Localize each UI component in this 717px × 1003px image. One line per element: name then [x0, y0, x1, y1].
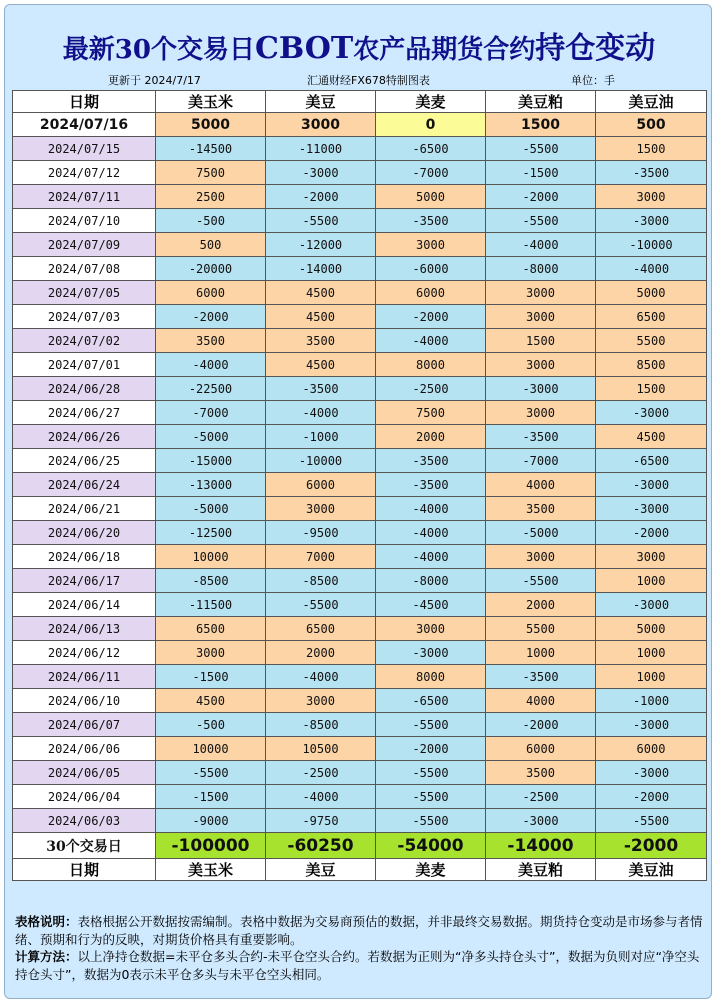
value-cell: -8000 [376, 569, 486, 593]
title-suffix: 农产品期货合约 [353, 35, 536, 65]
table-row [13, 137, 707, 161]
value-cell: -10000 [596, 233, 707, 257]
date-cell: 2024/07/15 [13, 137, 156, 161]
unit-label: 单位：手 [571, 74, 615, 87]
value-cell: 1500 [596, 137, 707, 161]
total-value: -100000 [156, 833, 266, 859]
positions-table [12, 90, 707, 881]
value-cell: -1500 [156, 665, 266, 689]
value-cell: 4000 [486, 689, 596, 713]
total-value: -14000 [486, 833, 596, 859]
value-cell: -1500 [156, 785, 266, 809]
value-cell: -7000 [156, 401, 266, 425]
value-cell: -4000 [376, 329, 486, 353]
date-cell: 2024/06/03 [13, 809, 156, 833]
value-cell: -1500 [486, 161, 596, 185]
value-cell: 4500 [596, 425, 707, 449]
value-cell: -3000 [596, 761, 707, 785]
value-cell: -3000 [376, 641, 486, 665]
value-cell: -5500 [266, 209, 376, 233]
value-cell: -5500 [596, 809, 707, 833]
value-cell: 5000 [156, 113, 266, 137]
value-cell: -11500 [156, 593, 266, 617]
calc-note [15, 948, 705, 983]
value-cell: -3500 [266, 377, 376, 401]
value-cell: -14500 [156, 137, 266, 161]
date-cell: 2024/07/02 [13, 329, 156, 353]
value-cell: -3000 [596, 497, 707, 521]
column-header: 美豆油 [596, 91, 707, 113]
value-cell: 8000 [376, 353, 486, 377]
date-cell: 2024/07/08 [13, 257, 156, 281]
value-cell: -4000 [376, 545, 486, 569]
value-cell: 500 [596, 113, 707, 137]
date-cell: 2024/06/21 [13, 497, 156, 521]
notes-section [15, 913, 705, 983]
value-cell: -3500 [376, 209, 486, 233]
value-cell: -8500 [266, 713, 376, 737]
date-cell: 2024/06/27 [13, 401, 156, 425]
value-cell: -4000 [266, 785, 376, 809]
table-row [13, 641, 707, 665]
value-cell: -3500 [596, 161, 707, 185]
value-cell: -3500 [486, 665, 596, 689]
value-cell: -2000 [596, 521, 707, 545]
source-label: 汇通财经FX678特制图表 [307, 74, 430, 87]
value-cell: 3000 [376, 233, 486, 257]
latest-row [13, 113, 707, 137]
value-cell: 2500 [156, 185, 266, 209]
note-label: 表格说明： [15, 914, 78, 929]
value-cell: 3000 [376, 617, 486, 641]
date-cell: 2024/07/11 [13, 185, 156, 209]
value-cell: -5000 [156, 425, 266, 449]
value-cell: -6500 [596, 449, 707, 473]
value-cell: -5500 [376, 809, 486, 833]
value-cell: -9000 [156, 809, 266, 833]
value-cell: 5000 [596, 617, 707, 641]
value-cell: 10000 [156, 737, 266, 761]
value-cell: -3500 [376, 473, 486, 497]
date-cell: 2024/06/12 [13, 641, 156, 665]
value-cell: 3500 [266, 329, 376, 353]
table-row [13, 809, 707, 833]
column-footer: 美豆油 [596, 859, 707, 881]
value-cell: -7000 [486, 449, 596, 473]
value-cell: 6000 [376, 281, 486, 305]
value-cell: -2000 [266, 185, 376, 209]
date-cell: 2024/06/24 [13, 473, 156, 497]
table-row [13, 569, 707, 593]
value-cell: 7500 [376, 401, 486, 425]
value-cell: 7000 [266, 545, 376, 569]
value-cell: 2000 [486, 593, 596, 617]
total-row [13, 833, 707, 859]
date-cell: 2024/06/10 [13, 689, 156, 713]
value-cell: -4000 [156, 353, 266, 377]
table-row [13, 281, 707, 305]
table-row [13, 161, 707, 185]
chart-frame [4, 4, 712, 999]
value-cell: 8500 [596, 353, 707, 377]
value-cell: -3000 [596, 473, 707, 497]
value-cell: -4000 [376, 521, 486, 545]
value-cell: -11000 [266, 137, 376, 161]
value-cell: 2000 [266, 641, 376, 665]
table-row [13, 545, 707, 569]
table-row [13, 737, 707, 761]
value-cell: -4000 [596, 257, 707, 281]
value-cell: 6500 [266, 617, 376, 641]
value-cell: 1500 [486, 329, 596, 353]
column-footer: 日期 [13, 859, 156, 881]
value-cell: -5500 [266, 593, 376, 617]
value-cell: -2000 [596, 785, 707, 809]
value-cell: -6500 [376, 689, 486, 713]
date-cell: 2024/06/11 [13, 665, 156, 689]
title-mid: 个交易日 [150, 35, 255, 65]
table-row [13, 233, 707, 257]
table-row [13, 377, 707, 401]
value-cell: 3000 [486, 281, 596, 305]
value-cell: -2000 [486, 713, 596, 737]
date-cell: 2024/06/26 [13, 425, 156, 449]
value-cell: -2000 [486, 185, 596, 209]
table-row [13, 785, 707, 809]
value-cell: -1000 [266, 425, 376, 449]
value-cell: 5000 [376, 185, 486, 209]
value-cell: -5500 [156, 761, 266, 785]
value-cell: -6000 [376, 257, 486, 281]
value-cell: -2000 [376, 737, 486, 761]
value-cell: -5500 [486, 569, 596, 593]
value-cell: -4000 [376, 497, 486, 521]
value-cell: 3000 [266, 113, 376, 137]
value-cell: -3500 [376, 449, 486, 473]
table-row [13, 713, 707, 737]
value-cell: 3000 [596, 185, 707, 209]
total-value: -60250 [266, 833, 376, 859]
page-title [5, 31, 712, 68]
updated-date: 更新于 2024/7/17 [108, 74, 201, 87]
value-cell: 5500 [596, 329, 707, 353]
date-cell: 2024/06/18 [13, 545, 156, 569]
header-row [13, 91, 707, 113]
calc-text: 以上净持仓数据=未平仓多头合约-未平仓空头合约。若数据为正则为“净多头持仓头寸”，数据为负则对应“净空头持仓头寸”，数据为0表示未平仓多头与未平仓空头相同。 [15, 949, 700, 982]
value-cell: -4000 [266, 665, 376, 689]
table-row [13, 305, 707, 329]
date-cell: 2024/06/05 [13, 761, 156, 785]
column-footer: 美豆粕 [486, 859, 596, 881]
value-cell: -9500 [266, 521, 376, 545]
value-cell: -6500 [376, 137, 486, 161]
column-header: 美豆 [266, 91, 376, 113]
value-cell: -3000 [486, 377, 596, 401]
value-cell: 4500 [156, 689, 266, 713]
column-footer: 美豆 [266, 859, 376, 881]
table-row [13, 353, 707, 377]
value-cell: -4000 [266, 401, 376, 425]
date-cell: 2024/06/20 [13, 521, 156, 545]
value-cell: 3500 [156, 329, 266, 353]
value-cell: -5500 [486, 137, 596, 161]
table-row [13, 401, 707, 425]
table-row [13, 689, 707, 713]
value-cell: 2000 [376, 425, 486, 449]
column-header: 美豆粕 [486, 91, 596, 113]
value-cell: -3000 [596, 713, 707, 737]
value-cell: 1000 [596, 641, 707, 665]
value-cell: -20000 [156, 257, 266, 281]
value-cell: 4500 [266, 353, 376, 377]
date-cell: 2024/06/04 [13, 785, 156, 809]
date-cell: 2024/06/28 [13, 377, 156, 401]
value-cell: -3500 [486, 425, 596, 449]
value-cell: 6000 [156, 281, 266, 305]
value-cell: -2500 [266, 761, 376, 785]
table-row [13, 185, 707, 209]
table-row [13, 665, 707, 689]
date-cell: 2024/06/07 [13, 713, 156, 737]
table-row [13, 449, 707, 473]
value-cell: 5000 [596, 281, 707, 305]
table-row [13, 593, 707, 617]
value-cell: 4500 [266, 305, 376, 329]
table-row [13, 257, 707, 281]
date-cell: 2024/06/25 [13, 449, 156, 473]
value-cell: -7000 [376, 161, 486, 185]
value-cell: -3000 [596, 209, 707, 233]
date-cell: 2024/07/03 [13, 305, 156, 329]
value-cell: 4000 [486, 473, 596, 497]
date-cell: 2024/07/16 [13, 113, 156, 137]
value-cell: 10000 [156, 545, 266, 569]
value-cell: 8000 [376, 665, 486, 689]
value-cell: -500 [156, 713, 266, 737]
table-row [13, 329, 707, 353]
value-cell: 6500 [156, 617, 266, 641]
value-cell: -2500 [486, 785, 596, 809]
table-row [13, 521, 707, 545]
value-cell: 5500 [486, 617, 596, 641]
title-days: 30 [114, 35, 151, 65]
value-cell: -2000 [376, 305, 486, 329]
date-cell: 2024/06/13 [13, 617, 156, 641]
value-cell: -5000 [486, 521, 596, 545]
value-cell: 3500 [486, 497, 596, 521]
table-note [15, 913, 705, 948]
value-cell: 6000 [596, 737, 707, 761]
value-cell: 10500 [266, 737, 376, 761]
date-cell: 2024/06/17 [13, 569, 156, 593]
value-cell: -4500 [376, 593, 486, 617]
value-cell: 3000 [596, 545, 707, 569]
value-cell: 3500 [486, 761, 596, 785]
value-cell: -10000 [266, 449, 376, 473]
date-cell: 2024/07/12 [13, 161, 156, 185]
value-cell: 0 [376, 113, 486, 137]
value-cell: -15000 [156, 449, 266, 473]
value-cell: 3000 [486, 401, 596, 425]
column-footer: 美玉米 [156, 859, 266, 881]
value-cell: 6000 [266, 473, 376, 497]
value-cell: 3000 [156, 641, 266, 665]
date-cell: 2024/07/09 [13, 233, 156, 257]
value-cell: -5000 [156, 497, 266, 521]
value-cell: 3000 [266, 497, 376, 521]
title-prefix: 最新 [62, 35, 115, 65]
date-cell: 2024/06/14 [13, 593, 156, 617]
column-footer: 美麦 [376, 859, 486, 881]
value-cell: 1500 [486, 113, 596, 137]
value-cell: 3000 [486, 545, 596, 569]
title-cbot: CBOT [254, 31, 354, 66]
title-tail: 持仓变动 [535, 31, 656, 66]
value-cell: -2000 [156, 305, 266, 329]
value-cell: 3000 [486, 353, 596, 377]
value-cell: -4000 [486, 233, 596, 257]
value-cell: 3000 [266, 689, 376, 713]
table-row [13, 473, 707, 497]
column-header: 日期 [13, 91, 156, 113]
value-cell: -5500 [376, 761, 486, 785]
table-row [13, 209, 707, 233]
value-cell: -3000 [596, 593, 707, 617]
value-cell: -13000 [156, 473, 266, 497]
value-cell: 500 [156, 233, 266, 257]
value-cell: 1500 [596, 377, 707, 401]
value-cell: 3000 [486, 305, 596, 329]
value-cell: -8500 [266, 569, 376, 593]
column-header: 美玉米 [156, 91, 266, 113]
value-cell: -5500 [376, 713, 486, 737]
table-row [13, 761, 707, 785]
value-cell: 7500 [156, 161, 266, 185]
note-text: 表格根据公开数据按需编制。表格中数据为交易商预估的数据，并非最终交易数据。期货持仓变动是市场参与者情绪、预期和行为的反映，对期货价格具有重要影响。 [15, 914, 703, 947]
value-cell: -500 [156, 209, 266, 233]
column-header: 美麦 [376, 91, 486, 113]
footer-header-row [13, 859, 707, 881]
value-cell: -5500 [486, 209, 596, 233]
value-cell: 1000 [596, 569, 707, 593]
value-cell: -3000 [486, 809, 596, 833]
value-cell: -8500 [156, 569, 266, 593]
value-cell: 4500 [266, 281, 376, 305]
value-cell: 1000 [486, 641, 596, 665]
value-cell: -9750 [266, 809, 376, 833]
value-cell: 6000 [486, 737, 596, 761]
table-row [13, 617, 707, 641]
total-value: -2000 [596, 833, 707, 859]
date-cell: 2024/07/05 [13, 281, 156, 305]
value-cell: -14000 [266, 257, 376, 281]
value-cell: -12500 [156, 521, 266, 545]
date-cell: 2024/07/10 [13, 209, 156, 233]
value-cell: 1000 [596, 665, 707, 689]
date-cell: 2024/07/01 [13, 353, 156, 377]
value-cell: -5500 [376, 785, 486, 809]
calc-label: 计算方法： [15, 949, 78, 964]
total-label: 30个交易日 [13, 833, 156, 859]
total-value: -54000 [376, 833, 486, 859]
value-cell: 6500 [596, 305, 707, 329]
value-cell: -8000 [486, 257, 596, 281]
value-cell: -12000 [266, 233, 376, 257]
value-cell: -22500 [156, 377, 266, 401]
table-row [13, 425, 707, 449]
value-cell: -2500 [376, 377, 486, 401]
value-cell: -1000 [596, 689, 707, 713]
date-cell: 2024/06/06 [13, 737, 156, 761]
table-row [13, 497, 707, 521]
value-cell: -3000 [266, 161, 376, 185]
value-cell: -3000 [596, 401, 707, 425]
